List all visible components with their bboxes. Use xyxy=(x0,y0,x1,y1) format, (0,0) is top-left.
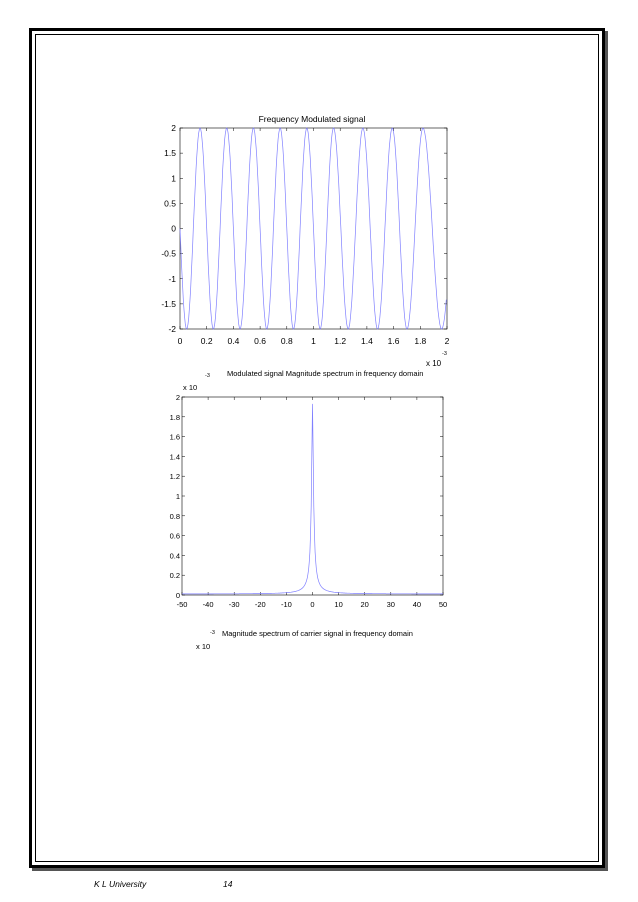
chart1-x-tick-label: 0.4 xyxy=(227,336,240,346)
chart2-x-tick-label: 40 xyxy=(412,600,422,609)
footer-page-number: 14 xyxy=(223,879,233,889)
chart2-y-tick-label: 0 xyxy=(175,591,180,600)
chart1-title: Frequency Modulated signal xyxy=(258,114,366,124)
chart2-x-tick-label: -10 xyxy=(280,600,292,609)
chart2-x-tick-label: 20 xyxy=(360,600,369,609)
chart1-y-tick-label: 1 xyxy=(171,173,176,184)
chart2-x-tick-label: 0 xyxy=(310,600,315,609)
chart2-y-tick-label: 0.4 xyxy=(169,551,180,561)
chart2-y-tick-label: 1 xyxy=(175,492,180,501)
bottom-caption-multiplier: x 10 xyxy=(196,642,211,651)
chart1-y-ticks xyxy=(161,123,447,334)
chart1-y-tick-label: 0 xyxy=(171,223,176,234)
chart1-x-tick-label: 2 xyxy=(444,336,450,346)
chart1-x-tick-label: 1 xyxy=(311,336,316,346)
chart2-y-tick-label: 1.4 xyxy=(169,452,180,462)
chart2-x-tick-label: -30 xyxy=(228,600,240,609)
chart2-y-tick-label: 1.2 xyxy=(169,472,180,482)
chart1-x-tick-label: 0.6 xyxy=(254,336,267,346)
spectrum-chart xyxy=(170,369,448,609)
chart2-y-tick-label: 0.8 xyxy=(169,511,180,521)
chart2-y-tick-label: 1.8 xyxy=(169,412,180,422)
chart2-caption-exponent: -3 xyxy=(205,373,210,379)
chart2-y-multiplier: x 10 xyxy=(183,383,198,392)
chart2-caption: Modulated signal Magnitude spectrum in frequency domain xyxy=(227,369,424,378)
chart2-y-tick-label: 0.2 xyxy=(169,571,180,581)
chart1-x-tick-label: 0.2 xyxy=(200,336,213,346)
chart2-y-tick-label: 2 xyxy=(175,393,180,402)
chart1-x-exponent: -3 xyxy=(442,351,447,357)
fm-signal-chart xyxy=(161,114,449,368)
chart1-x-tick-label: 1.8 xyxy=(414,336,427,346)
bottom-caption-text: Magnitude spectrum of carrier signal in frequency domain xyxy=(222,629,413,638)
chart1-x-tick-label: 1.6 xyxy=(387,336,400,346)
chart1-y-tick-label: -1 xyxy=(168,273,176,284)
chart2-x-tick-label: 10 xyxy=(334,600,343,609)
chart2-y-tick-label: 0.6 xyxy=(169,531,180,541)
chart1-y-tick-label: 1.5 xyxy=(164,148,176,159)
footer-institution: K L University xyxy=(94,879,147,889)
chart1-fm-line xyxy=(180,128,446,329)
chart2-spectrum-line xyxy=(182,404,443,594)
chart1-x-multiplier: x 10 xyxy=(426,359,442,368)
chart2-x-tick-label: 30 xyxy=(386,600,395,609)
chart2-x-tick-label: -20 xyxy=(254,600,266,609)
chart1-y-tick-label: 2 xyxy=(171,123,176,133)
chart1-y-tick-label: -1.5 xyxy=(161,298,176,309)
chart1-y-tick-label: -0.5 xyxy=(161,248,176,259)
chart1-x-tick-label: 0 xyxy=(177,336,183,346)
chart2-y-ticks xyxy=(170,393,443,600)
chart2-x-tick-label: -50 xyxy=(176,600,188,609)
chart2-y-tick-label: 1.6 xyxy=(169,432,180,442)
chart1-x-tick-label: 1.2 xyxy=(334,336,347,346)
chart1-x-tick-label: 1.4 xyxy=(360,336,373,346)
chart2-x-tick-label: -40 xyxy=(202,600,214,609)
chart1-y-tick-label: -2 xyxy=(168,324,176,334)
chart1-y-tick-label: 0.5 xyxy=(164,198,176,209)
chart2-x-tick-label: 50 xyxy=(438,600,448,609)
bottom-caption-exponent: -3 xyxy=(210,630,215,636)
chart1-x-tick-label: 0.8 xyxy=(280,336,293,346)
